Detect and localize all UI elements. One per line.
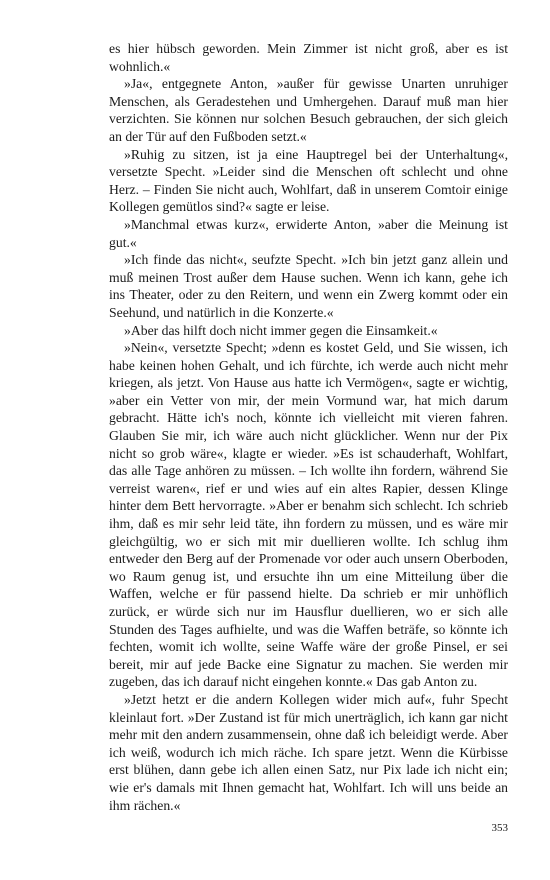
paragraph-5: »Ich finde das nicht«, seufzte Specht. »Ich bin jetzt ganz allein und muß meinen Trost außer dem Hause suchen. Wenn ich kann, gehe ich ins Theater, oder zu den Reitern, und wenn ein Zwerg kommt oder ein Seehund, und natürlich in die Konzerte.« [109,252,508,320]
paragraph-1: es hier hübsch geworden. Mein Zimmer ist nicht groß, aber es ist wohnlich.« [109,41,508,74]
page-number: 353 [491,822,508,834]
paragraph-8: »Jetzt hetzt er die andern Kollegen wider mich auf«, fuhr Specht kleinlaut fort. »Der Zustand ist für mich unerträglich, ich kann gar nicht mehr mit den andern zusammensein, ohne daß ich beleidigt werde. Aber ich weiß, wodurch ich mich räche. Ich spare jetzt. Wenn die Kürbisse erst blühen, dann gebe ich allen einen Satz, nur Pix lade ich nicht ein; wie er's damals mit Ihnen gemacht hat, Wohlfart. Ich will uns beide an ihm rächen.« [109,691,508,813]
paragraph-6: »Aber das hilft doch nicht immer gegen die Einsamkeit.« [124,322,438,338]
page-body [109,40,508,814]
paragraph-7: »Nein«, versetzte Specht; »denn es kostet Geld, und Sie wissen, ich habe keinen hohen Gehalt, und ich fürchte, ich werde auch nicht mehr kriegen, als jetzt. Von Hause aus hatte ich Vermögen«, sagte er wichtig, »aber ein Vetter von mir, der mein Vormund war, hat mich darum gebracht. Hätte ich's noch, könnte ich vielleicht mit vieren fahren. Glauben Sie mir, ich wäre auch nicht glücklicher. Wenn nur der Pix nicht so grob wäre«, klagte er wieder. »Es ist schauderhaft, Wohlfart, das alle Tage anhören zu müssen. – Ich wollte ihn fordern, während Sie verreist waren«, rief er und wies auf ein altes Rapier, dessen Klinge hinter dem Bett hervorragte. »Aber er benahm sich schlecht. Ich schrieb ihm, daß es mir sehr leid täte, ihn fordern zu müssen, und es wäre mir gleichgültig, wo er sich mit mir duellieren wollte. Ich schlug ihm entweder den Berg auf der Promenade vor oder auch unsern Oberboden, wo Raum genug ist, und ersuchte ihn um eine Mitteilung über die Waffen, welche er für passend hielte. Da schrieb er mir unhöflich zurück, er würde sich nur im Hausflur duellieren, wo er sich alle Stunden des Tages aufhielte, und was die Waffen beträfe, so könnte ich fechten, womit ich wollte, seine Waffe wäre der große Pinsel, er sei bereit, mir auf jede Backe eine Signatur zu machen. Sie werden mir zugeben, das ich darauf nicht eingehen konnte.« Das gab Anton zu. [109,340,508,690]
paragraph-4: »Manchmal etwas kurz«, erwiderte Anton, »aber die Meinung ist gut.« [109,216,508,250]
paragraph-3: »Ruhig zu sitzen, ist ja eine Hauptregel bei der Unterhaltung«, versetzte Specht. »Leider sind die Menschen oft schlecht und ohne Herz. – Finden Sie nicht auch, Wohlfart, daß in unserem Comtoir einige Kollegen gemütlos sind?« sagte er leise. [109,146,508,215]
paragraph-2: »Ja«, entgegnete Anton, »außer für gewisse Unarten unruhiger Menschen, als Geradestehen und Umhergehen. Darauf muß man hier verzichten. Sie können nur solchen Besuch gebrauchen, der sich gleich an der Tür auf den Fußboden setzt.« [109,76,508,144]
